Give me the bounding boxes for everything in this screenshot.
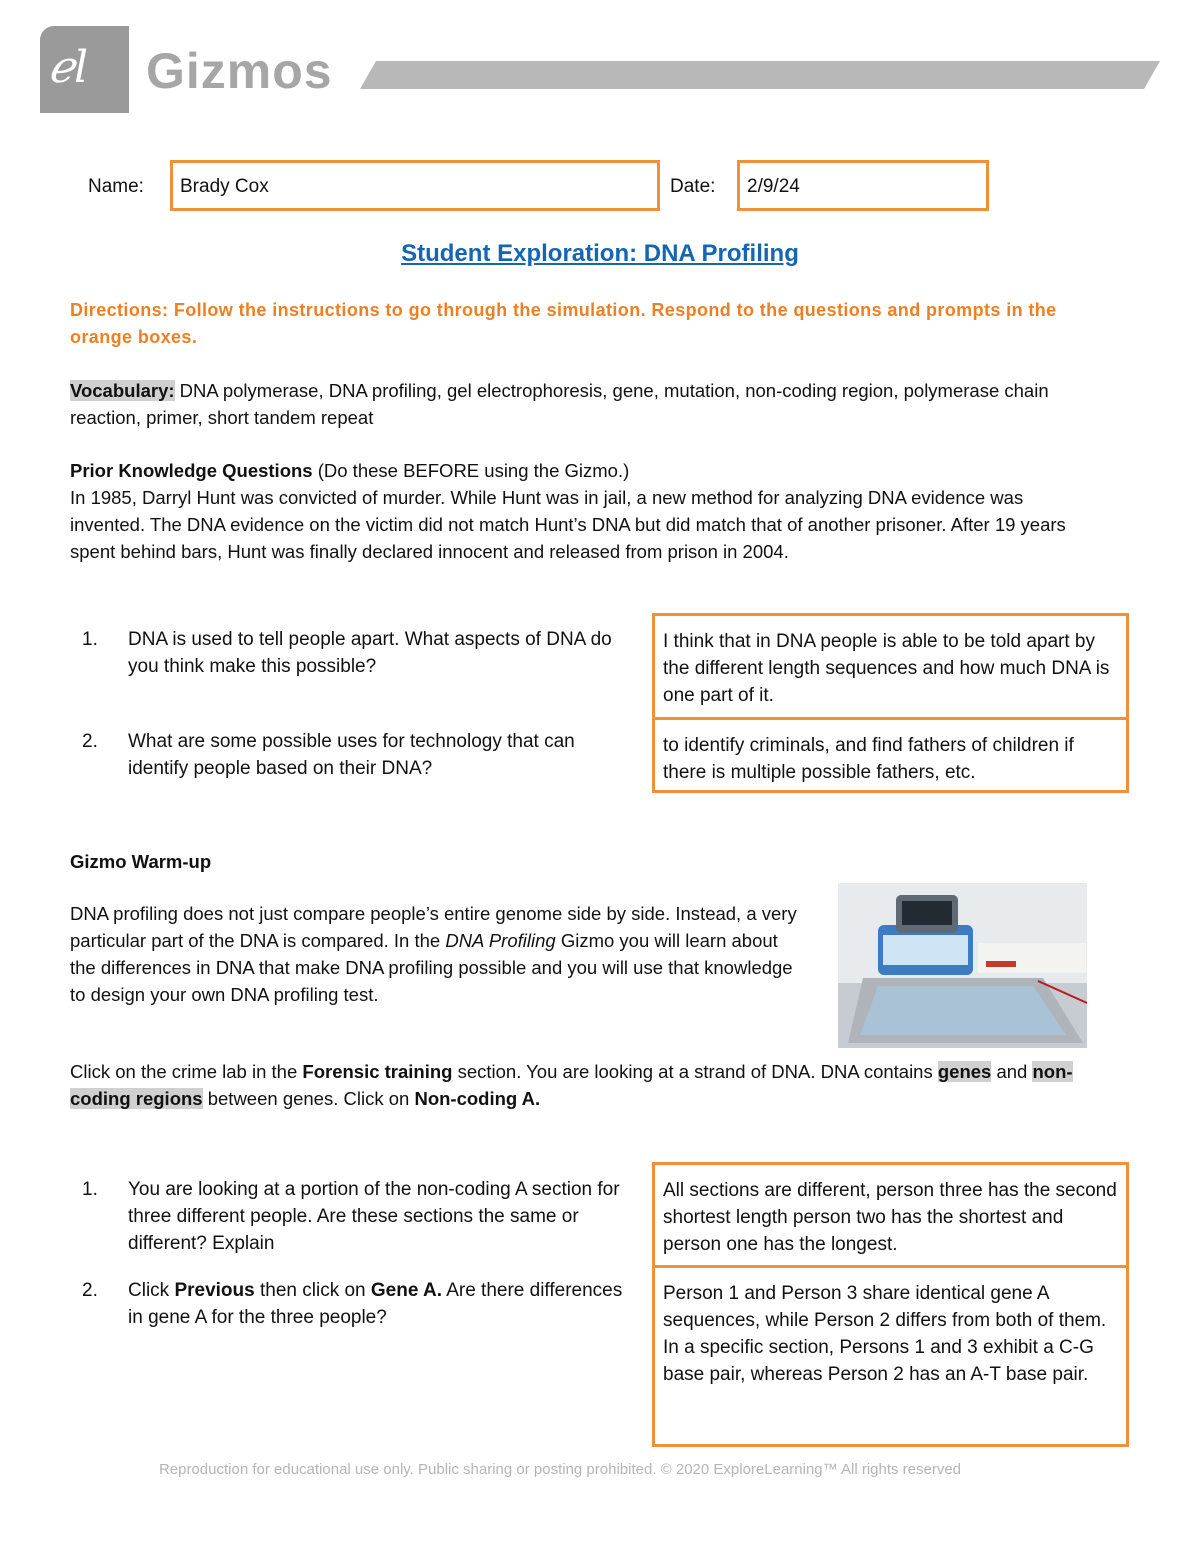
directions: Directions: Follow the instructions to go through the simulation. Respond to the questions and prompts in the orange boxes. bbox=[70, 300, 1057, 347]
footer-copyright: Reproduction for educational use only. Public sharing or posting prohibited. © 2020 ExploreLearning™ All rights reserved bbox=[158, 1461, 962, 1478]
prior-answer-2[interactable]: to identify criminals, and find fathers of children if there is multiple possible fathers, etc. bbox=[663, 735, 1074, 783]
prior-question-1: DNA is used to tell people apart. What aspects of DNA do you think make this possible? bbox=[128, 629, 612, 677]
logo-glyph: ℯl bbox=[48, 42, 89, 93]
prior-question-2: What are some possible uses for technology that can identify people based on their DNA? bbox=[128, 731, 575, 779]
prior-knowledge-heading bbox=[70, 457, 1090, 484]
warmup-paragraph-1: DNA profiling does not just compare people’s entire genome side by side. Instead, a very particular part of the DNA is compared. In the DNA Profiling Gizmo you will learn about the differences in DNA that make DNA profiling possible and you will use that knowledge to design your own DNA profiling test. bbox=[70, 903, 797, 1005]
name-field[interactable]: Brady Cox bbox=[170, 160, 660, 211]
date-label: Date: bbox=[670, 176, 716, 197]
question-number: 1. bbox=[82, 1179, 98, 1200]
warmup-question-2: Click Previous then click on Gene A. Are there differences in gene A for the three people? bbox=[128, 1280, 623, 1328]
vocabulary-text: DNA polymerase, DNA profiling, gel electrophoresis, gene, mutation, non-coding region, polymerase chain reaction, primer, short tandem repeat bbox=[70, 380, 1049, 428]
page-title: Student Exploration: DNA Profiling bbox=[401, 240, 799, 267]
gel-electrophoresis-apparatus bbox=[838, 883, 1087, 1048]
explorelearning-logo bbox=[40, 26, 129, 113]
prior-knowledge-text: In 1985, Darryl Hunt was convicted of murder. While Hunt was in jail, a new method for analyzing DNA evidence was invented. The DNA evidence on the victim did not match Hunt’s DNA but did match that of another prisoner. After 19 years spent behind bars, Hunt was finally declared innocent and released from prison in 2004. bbox=[70, 487, 1066, 562]
warmup-paragraph-2: Click on the crime lab in the Forensic training section. You are looking at a strand of DNA. DNA contains genes and non-coding regions between genes. Click on Non-coding A. bbox=[70, 1061, 1073, 1109]
question-number: 2. bbox=[82, 1280, 98, 1301]
name-label: Name: bbox=[88, 176, 144, 197]
date-field[interactable]: 2/9/24 bbox=[737, 160, 989, 211]
question-number: 2. bbox=[82, 731, 98, 752]
prior-heading: Prior Knowledge Questions bbox=[70, 460, 313, 481]
header-band bbox=[360, 61, 1160, 89]
warmup-answer-1[interactable]: All sections are different, person three has the second shortest length person two has the shortest and person one has the longest. bbox=[655, 1165, 1126, 1268]
vocabulary bbox=[70, 377, 1090, 431]
warmup-question-1: You are looking at a portion of the non-coding A section for three different people. Are these sections the same or different? Explain bbox=[128, 1179, 620, 1254]
prior-answer-box bbox=[652, 613, 1129, 793]
vocabulary-label: Vocabulary: bbox=[70, 380, 175, 401]
warmup-answer-2[interactable]: Person 1 and Person 3 share identical gene A sequences, while Person 2 differs from both of them. In a specific section, Persons 1 and 3 exhibit a C-G base pair, whereas Person 2 has an A-T base pair. bbox=[663, 1283, 1107, 1385]
gizmo-lab-image bbox=[838, 883, 1087, 1048]
warmup-answer-box bbox=[652, 1162, 1129, 1447]
prior-answer-1[interactable]: I think that in DNA people is able to be told apart by the different length sequences and how much DNA is one part of it. bbox=[655, 616, 1126, 720]
brand-name: Gizmos bbox=[146, 43, 333, 99]
prior-note: (Do these BEFORE using the Gizmo.) bbox=[312, 460, 630, 481]
question-number: 1. bbox=[82, 629, 98, 650]
warmup-heading: Gizmo Warm-up bbox=[70, 851, 212, 872]
